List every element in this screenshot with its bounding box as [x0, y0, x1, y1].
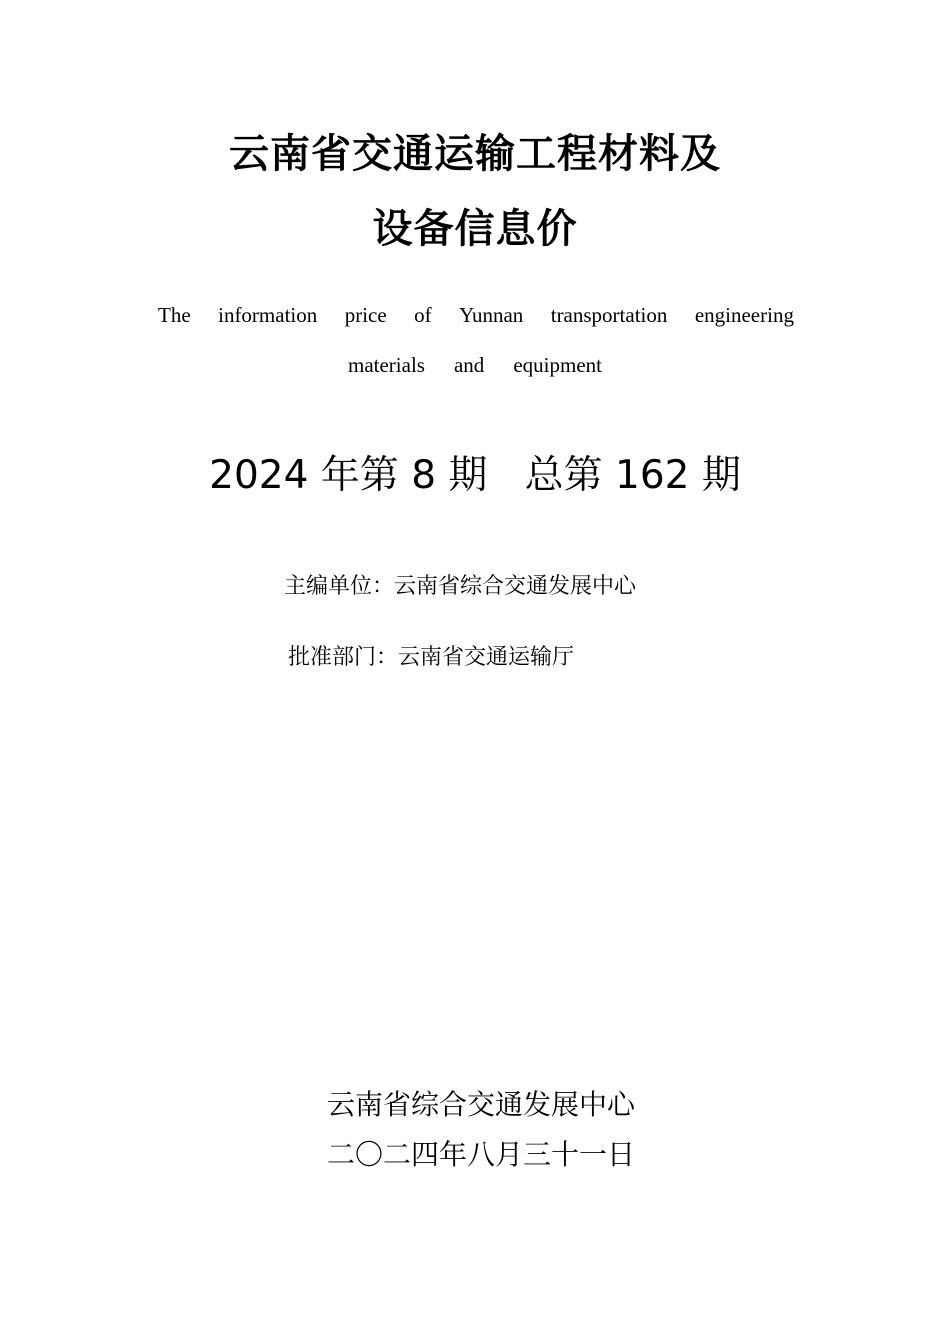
english-word: equipment — [513, 353, 602, 377]
english-title-line-2 — [348, 352, 602, 378]
issue-number: 2024 年第 8 期 总第 162 期 — [209, 453, 741, 498]
english-word: price — [344, 303, 387, 327]
english-word: Yunnan — [459, 303, 524, 327]
english-word: of — [414, 303, 432, 327]
english-word: materials — [348, 353, 425, 377]
english-word: and — [453, 353, 485, 377]
editor-unit: 主编单位：云南省综合交通发展中心 — [284, 574, 637, 599]
footer-date: 二〇二四年八月三十一日 — [326, 1138, 635, 1171]
english-word: The — [158, 303, 191, 327]
approving-department: 批准部门：云南省交通运输厅 — [288, 645, 575, 670]
english-title-line-1 — [158, 302, 794, 328]
footer-organization: 云南省综合交通发展中心 — [326, 1088, 635, 1121]
english-word: engineering — [694, 303, 794, 327]
english-word: information — [218, 303, 318, 327]
cover-title-line-1: 云南省交通运输工程材料及 — [229, 131, 721, 177]
english-word: transportation — [550, 303, 668, 327]
cover-title-line-2: 设备信息价 — [372, 206, 578, 252]
